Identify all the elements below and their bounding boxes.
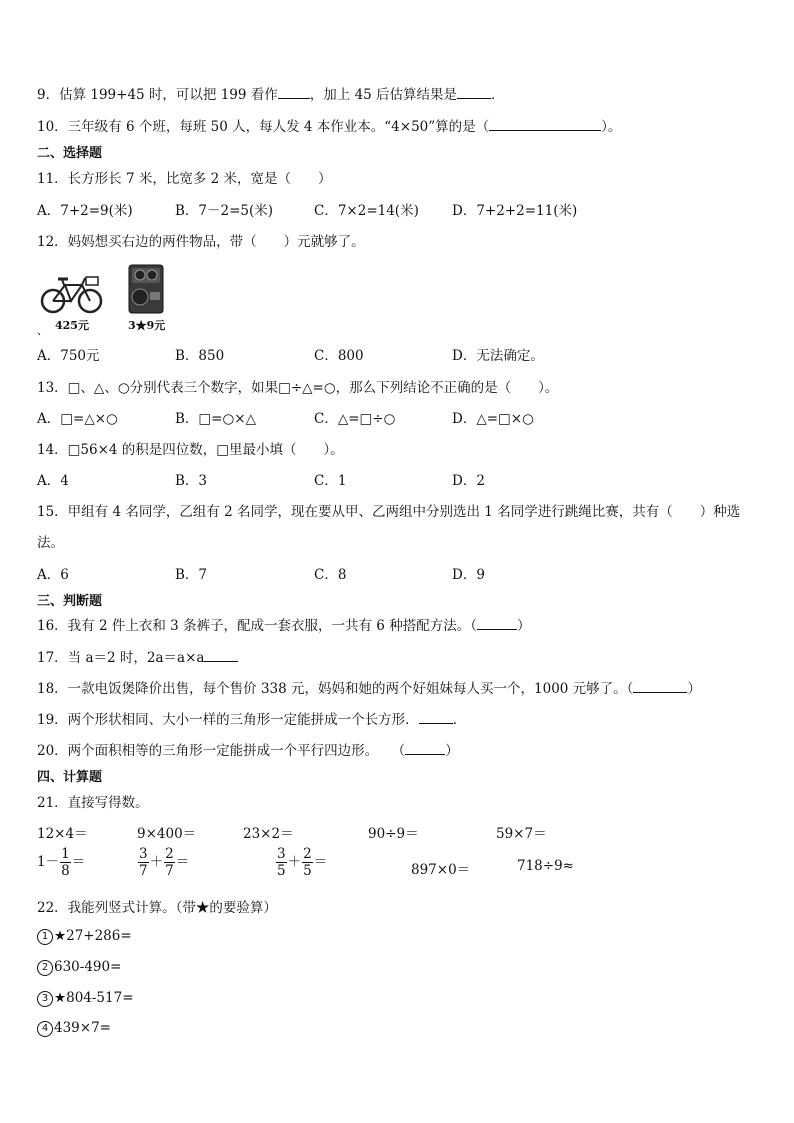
question-13: 13．□、△、○分别代表三个数字，如果□÷△=○，那么下列结论不正确的是（ ）。: [37, 380, 559, 396]
question-14: 14．□56×4 的积是四位数，□里最小填（ ）。: [37, 442, 344, 458]
question-11: 11．长方形长 7 米，比宽多 2 米，宽是（ ）: [37, 171, 332, 187]
answer-blank[interactable]: [204, 648, 238, 662]
speaker-image: [128, 264, 164, 314]
option-b[interactable]: B．850: [175, 348, 225, 364]
vertical-calc-item: 3 ★804-517=: [37, 990, 134, 1007]
answer-blank[interactable]: [633, 679, 687, 693]
calc-item: 9×400＝: [137, 826, 197, 842]
vertical-calc-item: 4 439×7=: [37, 1020, 111, 1037]
option-c[interactable]: C．1: [314, 473, 347, 489]
option-b[interactable]: B．□=○×△: [175, 411, 256, 427]
question-9: 9．估算 199+45 时，可以把 199 看作 ，加上 45 后估算结果是 ．: [37, 87, 505, 103]
circled-number: 2: [37, 960, 53, 976]
circled-number: 1: [37, 929, 53, 945]
circled-number: 3: [37, 991, 53, 1007]
vertical-calc-item: 2 630-490=: [37, 959, 121, 976]
speaker-price: 3★9元: [128, 319, 166, 332]
option-c[interactable]: C．7×2=14(米): [314, 203, 419, 219]
question-18: 18．一款电饭煲降价出售，每个售价 338 元，妈妈和她的两个好姐妹每人买一个，1000 元够了。（ ）: [37, 681, 701, 697]
question-20: 20．两个面积相等的三角形一定能拼成一个平行四边形。 （ ）: [37, 743, 459, 759]
option-b[interactable]: B．7: [175, 567, 208, 583]
answer-blank[interactable]: [405, 741, 445, 755]
section-heading-choice: 二、选择题: [37, 146, 103, 161]
question-21: 21．直接写得数。: [37, 795, 149, 811]
option-a[interactable]: A．7+2=9(米): [37, 203, 133, 219]
option-c[interactable]: C．800: [314, 348, 364, 364]
question-15-continued: 法。: [37, 535, 64, 551]
question-15: 15．甲组有 4 名同学，乙组有 2 名同学，现在要从甲、乙两组中分别选出 1 名同学进行跳绳比赛，共有（ ）种选: [37, 504, 741, 520]
question-17: 17．当 a＝2 时，2a＝a×a: [37, 646, 238, 666]
answer-blank[interactable]: [278, 85, 310, 99]
option-b[interactable]: B．3: [175, 473, 208, 489]
option-a[interactable]: A．4: [37, 473, 69, 489]
section-heading-calc: 四、计算题: [37, 770, 103, 785]
option-a[interactable]: A．□=△×○: [37, 411, 118, 427]
calc-fraction-1: 1－ $\frac{1}{8}$ ＝: [37, 846, 86, 879]
option-c[interactable]: C．△=□÷○: [314, 411, 396, 427]
calc-fraction-3: $\frac{3}{5}$ ＋ $\frac{2}{5}$ ＝: [277, 846, 328, 879]
question-10: 10．三年级有 6 个班，每班 50 人，每人发 4 本作业本。“4×50”算的是（ ）。: [37, 119, 622, 135]
option-c[interactable]: C．8: [314, 567, 347, 583]
calc-item: 59×7＝: [496, 826, 547, 842]
option-a[interactable]: A．6: [37, 567, 69, 583]
bicycle-image: [40, 270, 104, 316]
option-d[interactable]: D．无法确定。: [452, 348, 544, 364]
bicycle-price: 425元: [55, 319, 89, 332]
calc-item: 23×2＝: [243, 826, 294, 842]
question-19: 19．两个形状相同、大小一样的三角形一定能拼成一个长方形． ．: [37, 712, 467, 728]
option-a[interactable]: A．750元: [37, 348, 100, 364]
calc-fraction-2: $\frac{3}{7}$ ＋ $\frac{2}{7}$ ＝: [139, 846, 190, 879]
vertical-calc-item: 1 ★27+286=: [37, 928, 132, 945]
calc-item: 12×4＝: [37, 826, 88, 842]
answer-blank[interactable]: [489, 117, 601, 131]
answer-blank[interactable]: [419, 710, 453, 724]
calc-item: 718÷9≈: [517, 858, 574, 874]
calc-item: 897×0＝: [411, 862, 471, 878]
question-22: 22．我能列竖式计算。（带★的要验算）: [37, 900, 277, 916]
option-d[interactable]: D．7+2+2=11(米): [452, 203, 578, 219]
section-heading-judge: 三、判断题: [37, 594, 103, 609]
option-b[interactable]: B．7－2=5(米): [175, 203, 274, 219]
answer-blank[interactable]: [477, 616, 517, 630]
answer-blank[interactable]: [457, 85, 491, 99]
calc-item: 90÷9＝: [368, 826, 419, 842]
question-12: 12．妈妈想买右边的两件物品，带（ ）元就够了。: [37, 234, 365, 250]
option-d[interactable]: D．2: [452, 473, 485, 489]
question-16: 16．我有 2 件上衣和 3 条裤子，配成一套衣服，一共有 6 种搭配方法。（ ）: [37, 618, 531, 634]
option-d[interactable]: D．9: [452, 567, 485, 583]
circled-number: 4: [37, 1021, 53, 1037]
option-d[interactable]: D．△=□×○: [452, 411, 534, 427]
